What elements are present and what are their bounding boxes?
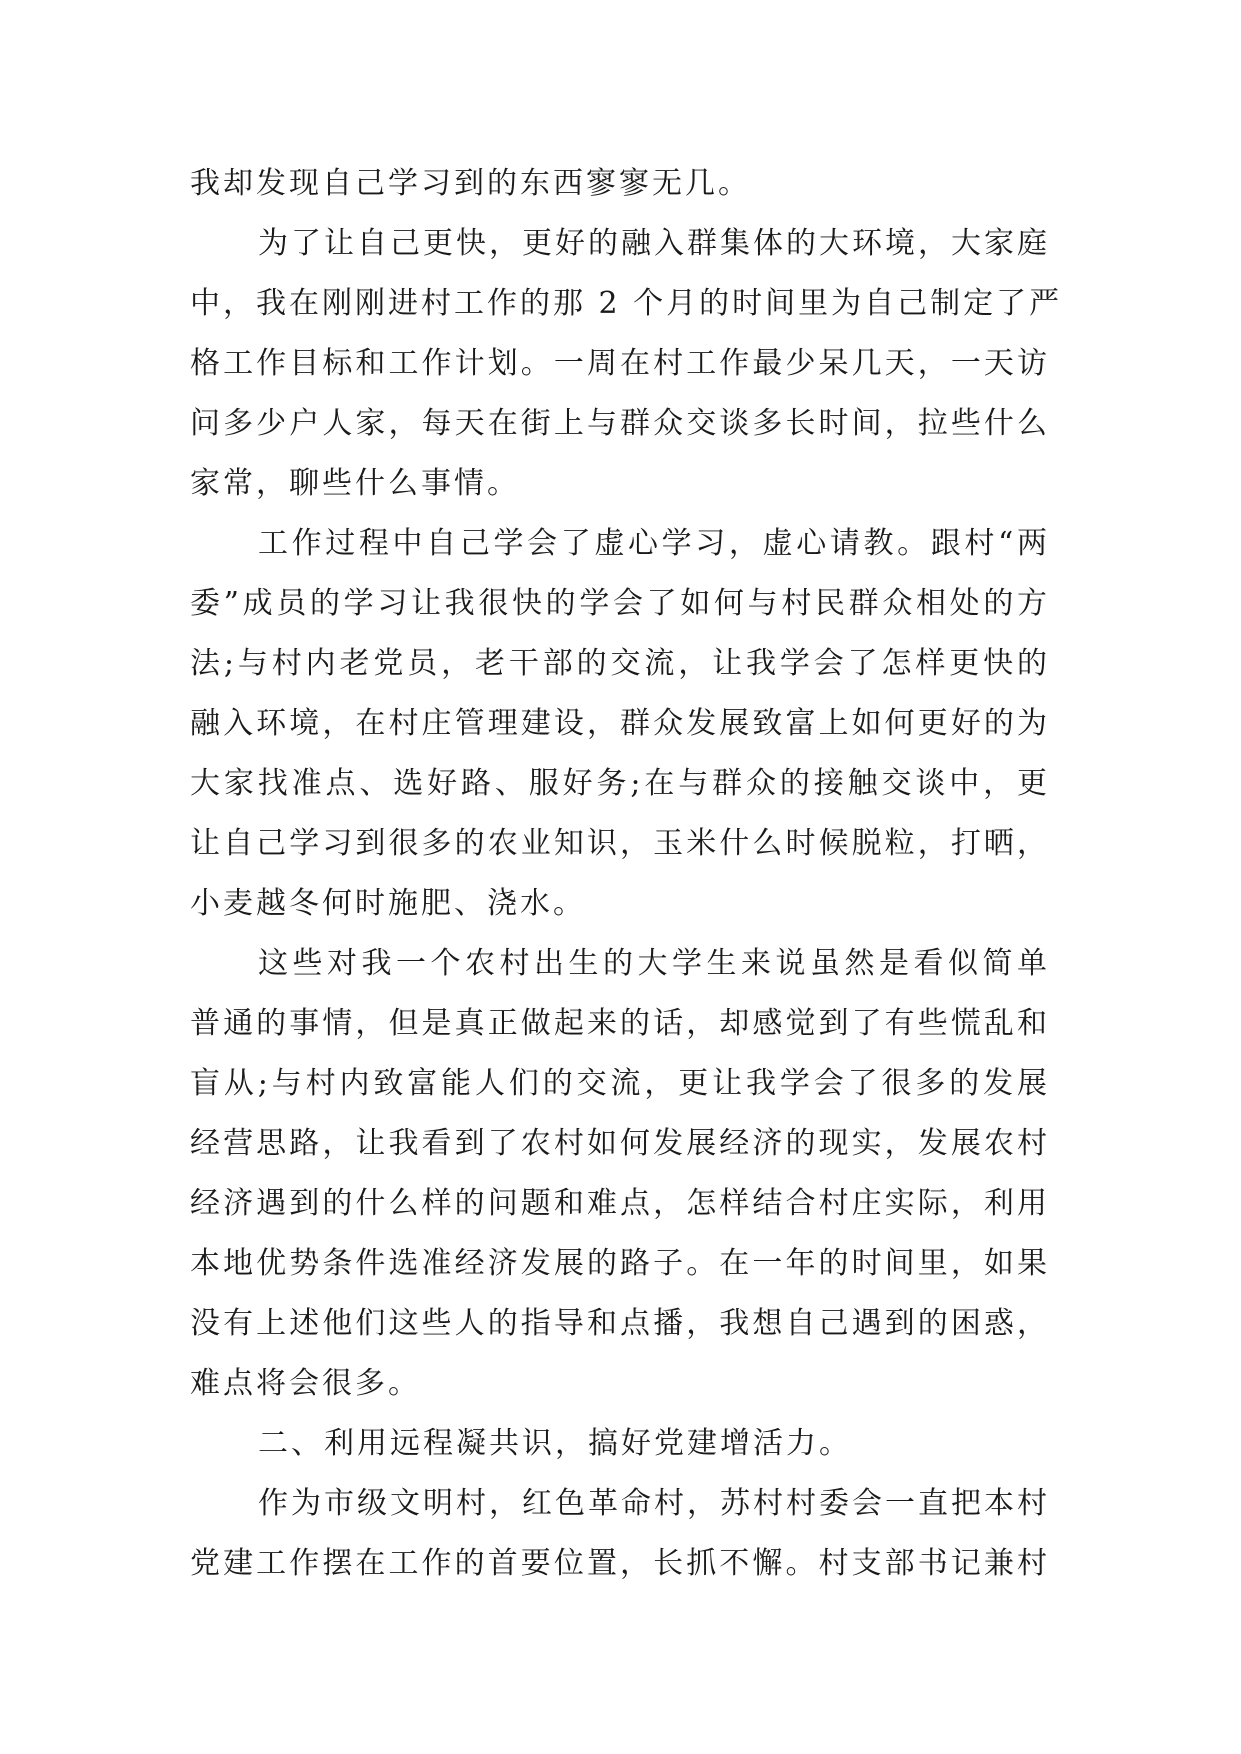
text-line: 党建工作摆在工作的首要位置，长抓不懈。村支部书记兼村 [190,1546,1050,1581]
text-line: 普通的事情，但是真正做起来的话，却感觉到了有些慌乱和 [190,1006,1050,1041]
text-line: 这些对我一个农村出生的大学生来说虽然是看似简单 [258,946,1050,981]
text-line: 难点将会很多。 [190,1366,421,1401]
text-line: 大家找准点、选好路、服好务;在与群众的接触交谈中，更 [190,766,1050,801]
text-line: 小麦越冬何时施肥、浇水。 [190,886,586,921]
text-line: 没有上述他们这些人的指导和点播，我想自己遇到的困惑， [190,1306,1050,1341]
text-line: 为了让自己更快，更好的融入群集体的大环境，大家庭 [258,226,1050,261]
text-line: 家常，聊些什么事情。 [190,466,520,501]
text-line: 格工作目标和工作计划。一周在村工作最少呆几天，一天访 [190,346,1050,381]
section-heading: 二、利用远程凝共识，搞好党建增活力。 [258,1426,852,1461]
text-line: 融入环境，在村庄管理建设，群众发展致富上如何更好的为 [190,706,1050,741]
text-line: 委”成员的学习让我很快的学会了如何与村民群众相处的方 [190,586,1050,621]
text-line: 中，我在刚刚进村工作的那 2 个月的时间里为自己制定了严 [190,286,1063,321]
text-line: 我却发现自己学习到的东西寥寥无几。 [190,166,751,201]
text-line: 作为市级文明村，红色革命村，苏村村委会一直把本村 [258,1486,1050,1521]
text-line: 盲从;与村内致富能人们的交流，更让我学会了很多的发展 [190,1066,1050,1101]
text-line: 经营思路，让我看到了农村如何发展经济的现实，发展农村 [190,1126,1050,1161]
text-line: 法;与村内老党员，老干部的交流，让我学会了怎样更快的 [190,646,1050,681]
text-line: 本地优势条件选准经济发展的路子。在一年的时间里，如果 [190,1246,1050,1281]
text-line: 问多少户人家，每天在街上与群众交谈多长时间，拉些什么 [190,406,1050,441]
text-line: 工作过程中自己学会了虚心学习，虚心请教。跟村“两 [258,526,1050,561]
document-body [190,154,1063,1594]
text-line: 让自己学习到很多的农业知识，玉米什么时候脱粒，打晒， [190,826,1050,861]
text-line: 经济遇到的什么样的问题和难点，怎样结合村庄实际，利用 [190,1186,1050,1221]
